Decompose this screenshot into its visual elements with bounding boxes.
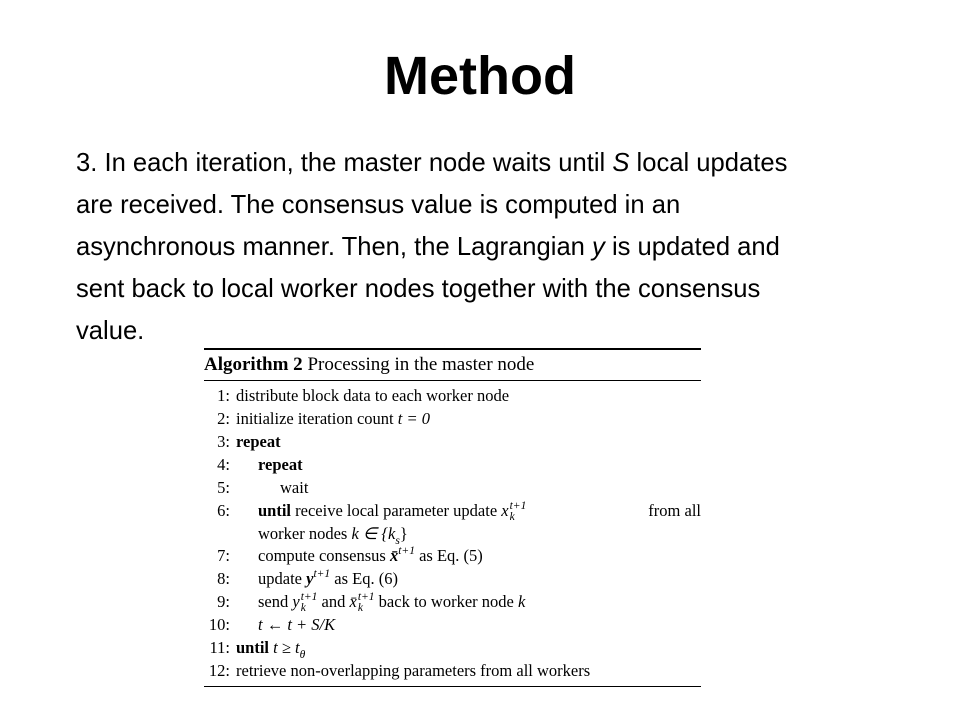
line-left	[258, 499, 526, 523]
line-text-mid: and	[317, 592, 350, 611]
subscript: k	[509, 511, 515, 524]
math-var-y: y	[306, 569, 314, 588]
line-text-b: as Eq. (6)	[330, 569, 398, 588]
algo-line-6	[204, 499, 701, 522]
algo-line-11	[204, 636, 701, 659]
keyword-repeat: repeat	[236, 432, 281, 451]
line-number: 7:	[217, 546, 230, 565]
script-stack	[301, 592, 318, 614]
line-text	[236, 407, 701, 430]
superscript: t+1	[398, 545, 415, 557]
paragraph-line-4: sent back to local worker nodes together with the consensus	[76, 275, 761, 303]
line-number: 10:	[208, 615, 230, 634]
paragraph-line-2: are received. The consensus value is computed in an	[76, 191, 681, 219]
subscript: k	[357, 602, 363, 615]
algorithm-caption-text: Processing in the master node	[302, 354, 535, 375]
superscript: t+1	[357, 591, 375, 604]
keyword-until: until	[258, 501, 292, 520]
algo-line-4	[204, 453, 701, 476]
paragraph-line-1	[76, 142, 926, 184]
line-number: 2:	[217, 409, 230, 428]
superscript: t+1	[300, 591, 318, 604]
math-var-y: y	[292, 592, 300, 611]
superscript: t+1	[313, 568, 331, 580]
line-number: 1:	[217, 386, 230, 405]
algo-line-5	[204, 476, 701, 499]
line-text	[258, 499, 701, 523]
keyword-until: until	[236, 638, 270, 657]
algo-line-8	[204, 567, 701, 590]
algorithm-box	[204, 348, 701, 687]
algorithm-caption	[204, 350, 701, 380]
math-var-xbar: x̄	[349, 592, 357, 611]
variable-s: S	[612, 149, 630, 177]
line-number: 8:	[217, 569, 230, 588]
line-text-b: as Eq. (5)	[414, 546, 483, 565]
math-var-x: x	[501, 501, 509, 520]
line-text-a: send	[258, 592, 293, 611]
algorithm-lines	[204, 381, 701, 682]
algo-line-7	[204, 544, 701, 567]
algorithm-bottom-rule	[204, 686, 701, 687]
subscript: s	[395, 535, 400, 547]
algo-line-6-continued	[204, 522, 701, 547]
line-number: 9:	[217, 592, 230, 611]
variable-y: y	[592, 233, 605, 261]
line-number: 4:	[217, 455, 230, 474]
line-text-a: compute consensus	[258, 546, 390, 565]
line-text: wait	[280, 478, 309, 497]
algo-line-3	[204, 430, 701, 453]
script-stack	[510, 501, 527, 523]
line-number: 5:	[217, 478, 230, 497]
line-number: 11:	[209, 638, 230, 657]
line3-part-b: is updated and	[604, 233, 780, 261]
line-text-b: back to worker node	[374, 592, 518, 611]
cont-text: worker nodes	[258, 524, 352, 543]
line-text: retrieve non-overlapping parameters from all workers	[236, 661, 591, 680]
math-set-close: }	[399, 524, 408, 543]
line-text-a: receive local parameter update	[291, 501, 502, 520]
algorithm-label: Algorithm 2	[204, 354, 303, 375]
keyword-repeat: repeat	[258, 455, 303, 474]
math-expression: t = 0	[397, 409, 430, 428]
line-number: 3:	[217, 432, 230, 451]
subscript: θ	[299, 649, 306, 661]
algo-line-9	[204, 590, 701, 613]
math-expression: t ≥ t	[269, 638, 300, 657]
script-stack	[358, 592, 375, 614]
line-text	[258, 590, 701, 614]
slide-title: Method	[384, 46, 576, 106]
algo-line-1	[204, 384, 701, 407]
algo-line-10	[204, 613, 701, 636]
line1-part-a: 3. In each iteration, the master node waits until	[76, 149, 613, 177]
line-text-a: initialize iteration count	[236, 409, 398, 428]
line-text: distribute block data to each worker node	[236, 386, 510, 405]
line-number: 6:	[217, 501, 230, 520]
subscript: k	[300, 602, 306, 615]
line-text-b: from all	[648, 501, 701, 520]
line1-part-b: local updates	[629, 149, 788, 177]
line-number: 12:	[208, 661, 230, 680]
body-paragraph	[76, 142, 926, 352]
paragraph-line-3	[76, 226, 926, 268]
algo-line-2	[204, 407, 701, 430]
line-text-a: update	[258, 569, 307, 588]
algo-line-12	[204, 659, 701, 682]
paragraph-line-5: value.	[76, 317, 145, 345]
math-set: k ∈ {k	[351, 524, 396, 543]
math-var-xbar: x̄	[389, 546, 399, 565]
math-expression: t ← t + S/K	[258, 615, 336, 634]
line3-part-a: asynchronous manner. Then, the Lagrangian	[76, 233, 593, 261]
superscript: t+1	[509, 500, 527, 513]
math-var-k: k	[517, 592, 526, 611]
